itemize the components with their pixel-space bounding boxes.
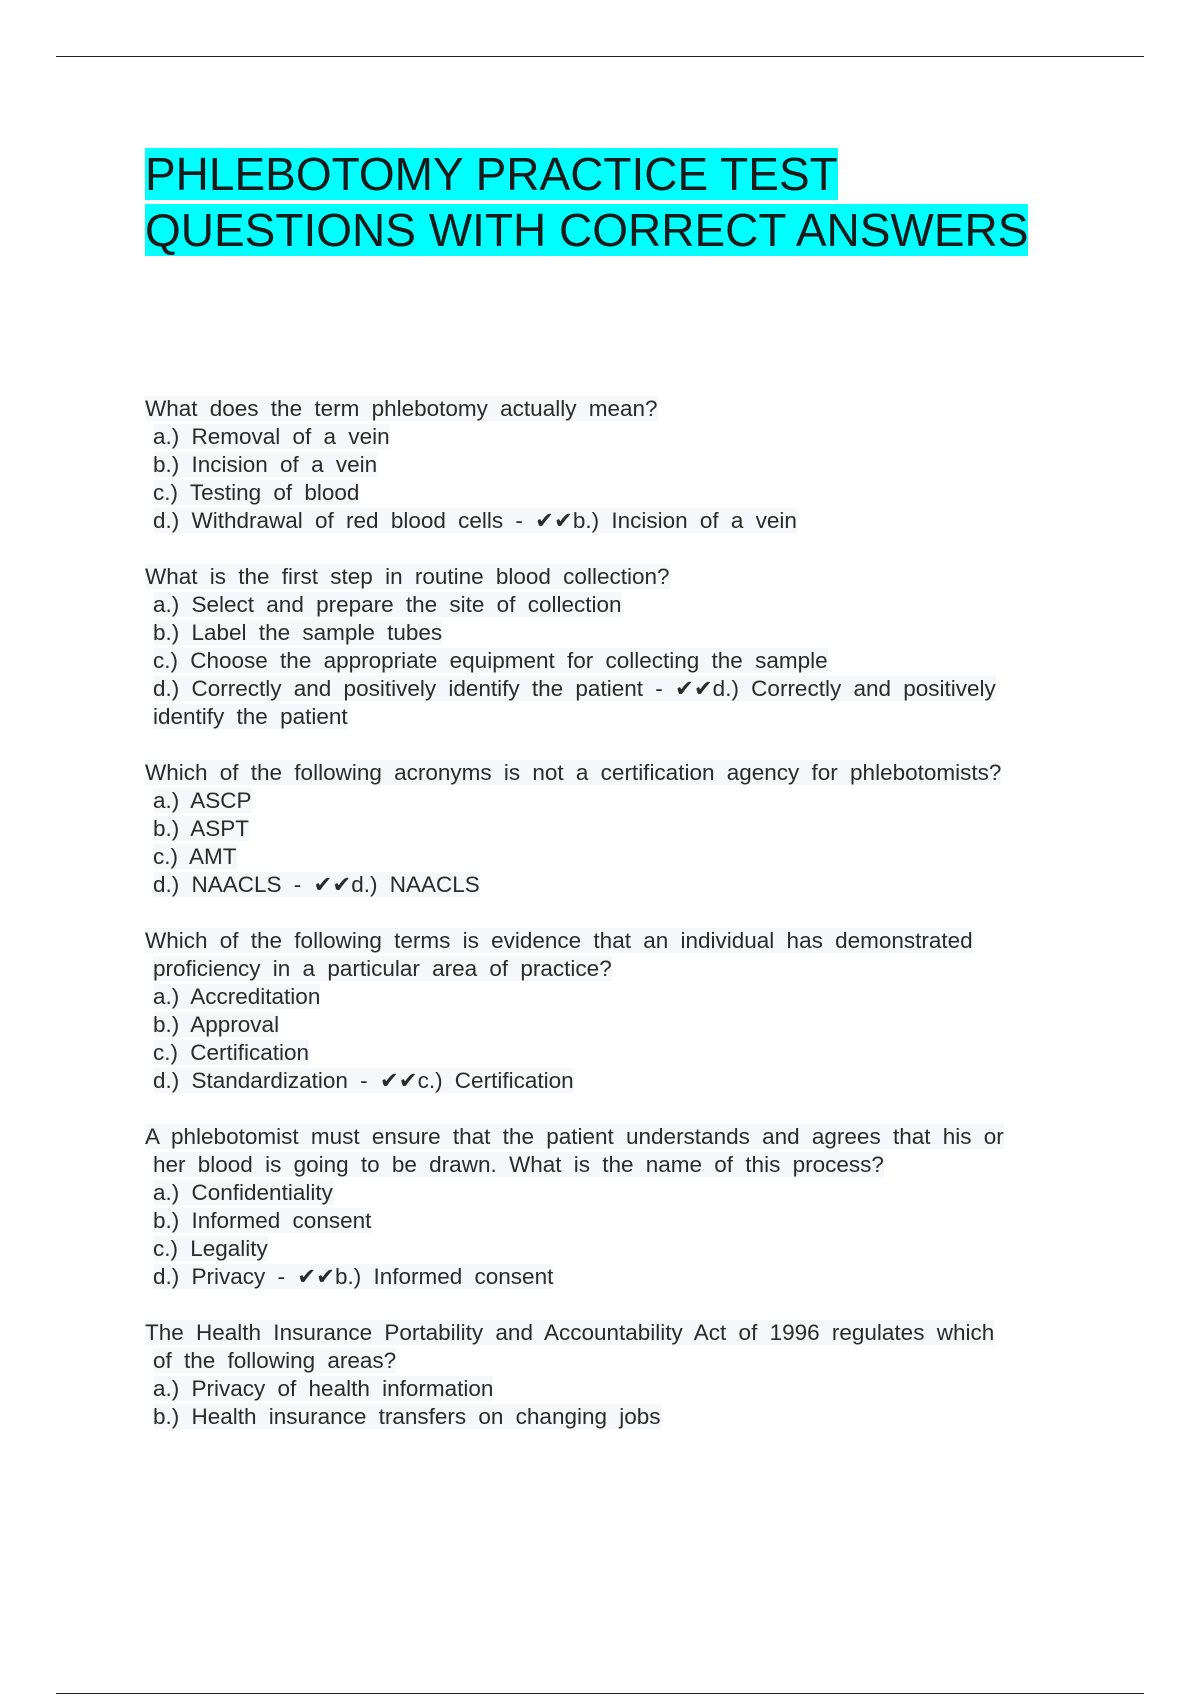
question-5	[145, 1123, 1075, 1291]
option-c: c.) Testing of blood	[153, 480, 360, 505]
title-line-1: PHLEBOTOMY PRACTICE TEST	[145, 148, 838, 200]
footer-rule	[56, 1693, 1144, 1694]
question-stem: A phlebotomist must ensure that the patient understands and agrees that his or	[145, 1124, 1004, 1149]
question-list	[145, 395, 1075, 1459]
question-4	[145, 927, 1075, 1095]
option-b: b.) Informed consent	[153, 1208, 372, 1233]
option-a: a.) Removal of a vein	[153, 424, 390, 449]
question-2	[145, 563, 1075, 731]
option-b: b.) Incision of a vein	[153, 452, 378, 477]
question-3	[145, 759, 1075, 899]
document-title	[145, 146, 1105, 258]
question-stem: Which of the following terms is evidence that an individual has demonstrated	[145, 928, 973, 953]
option-d-with-answer: d.) Standardization - ✔✔c.) Certification	[153, 1068, 574, 1093]
question-stem: What is the first step in routine blood collection?	[145, 564, 670, 589]
option-c: c.) Certification	[153, 1040, 310, 1065]
title-line-2: QUESTIONS WITH CORRECT ANSWERS	[145, 204, 1029, 256]
option-b: b.) ASPT	[153, 816, 250, 841]
option-c: c.) Choose the appropriate equipment for collecting the sample	[153, 648, 828, 673]
option-d-with-answer: d.) Privacy - ✔✔b.) Informed consent	[153, 1264, 554, 1289]
option-a: a.) Accreditation	[153, 984, 321, 1009]
option-c: c.) AMT	[153, 844, 237, 869]
option-d-with-answer: d.) Correctly and positively identify the patient - ✔✔d.) Correctly and positively	[153, 676, 996, 701]
question-stem-continuation: proficiency in a particular area of practice?	[153, 956, 612, 981]
option-a: a.) Confidentiality	[153, 1180, 333, 1205]
question-stem-continuation: her blood is going to be drawn. What is the name of this process?	[153, 1152, 884, 1177]
question-stem: What does the term phlebotomy actually mean?	[145, 396, 658, 421]
option-d-with-answer: d.) NAACLS - ✔✔d.) NAACLS	[153, 872, 480, 897]
option-a: a.) ASCP	[153, 788, 252, 813]
option-b: b.) Health insurance transfers on changing jobs	[153, 1404, 661, 1429]
answer-continuation: identify the patient	[153, 704, 348, 729]
question-6	[145, 1319, 1075, 1431]
option-b: b.) Label the sample tubes	[153, 620, 443, 645]
option-d-with-answer: d.) Withdrawal of red blood cells - ✔✔b.) Incision of a vein	[153, 508, 797, 533]
question-1	[145, 395, 1075, 535]
header-rule	[56, 56, 1144, 57]
option-b: b.) Approval	[153, 1012, 280, 1037]
question-stem: Which of the following acronyms is not a certification agency for phlebotomists?	[145, 760, 1002, 785]
option-a: a.) Select and prepare the site of collection	[153, 592, 622, 617]
option-a: a.) Privacy of health information	[153, 1376, 494, 1401]
question-stem-continuation: of the following areas?	[153, 1348, 397, 1373]
question-stem: The Health Insurance Portability and Accountability Act of 1996 regulates which	[145, 1320, 995, 1345]
option-c: c.) Legality	[153, 1236, 268, 1261]
